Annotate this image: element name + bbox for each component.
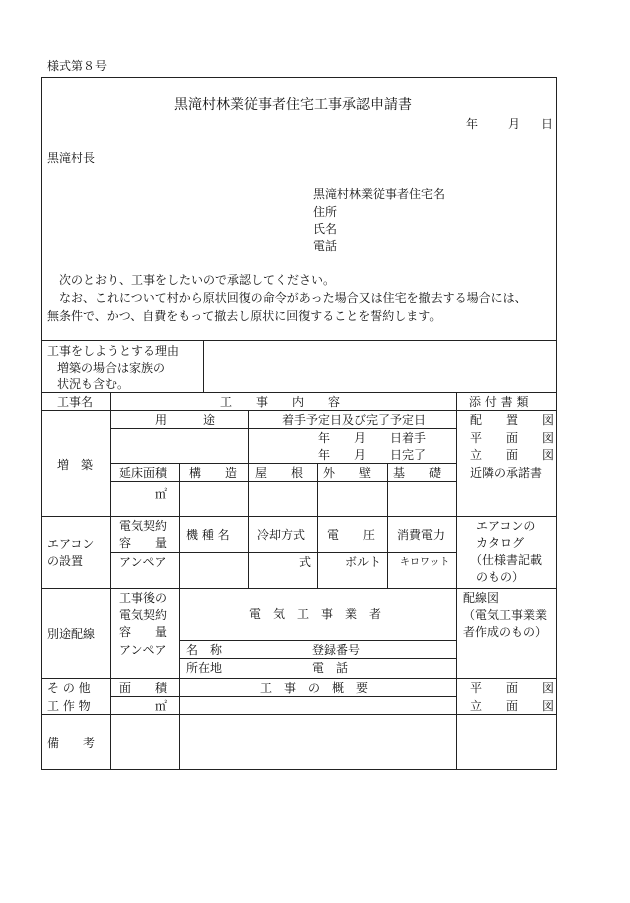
extension-floor-area-header: 延床面積 <box>119 466 168 480</box>
aircon-doc-4: のもの） <box>476 570 525 584</box>
wiring-post-1: 工事後の <box>119 591 168 605</box>
other-summary-header: 工 事 の 概 要 <box>260 681 369 695</box>
extension-end-date[interactable]: 年 月 日完了 <box>318 448 427 462</box>
wiring-name-label: 名 称 <box>186 643 223 657</box>
other-unit-m2: ㎡ <box>155 699 168 713</box>
date-year[interactable]: 年 <box>466 117 479 131</box>
aircon-unit-kw: キロワット <box>400 557 450 568</box>
extension-doc-elevation: 立 面 図 <box>470 448 555 462</box>
aircon-label-1: エアコン <box>47 537 95 551</box>
wiring-doc-2: （電気工事業業 <box>463 608 548 622</box>
header-work-content: 工 事 内 容 <box>220 395 341 409</box>
body-line-3: 無条件で、かつ、自費をもって撤去し原状に回復することを誓約します。 <box>47 309 442 323</box>
aircon-label-2: の設置 <box>47 554 84 568</box>
rule-aircon-top <box>41 516 557 517</box>
extension-doc-consent: 近隣の承諾書 <box>470 466 543 480</box>
wiring-unit-amp: アンペア <box>119 643 167 657</box>
header-work-name: 工事名 <box>57 395 94 409</box>
reason-label-3: 状況も含む。 <box>57 377 130 391</box>
aircon-model-header: 機 種 名 <box>186 528 230 542</box>
wiring-registration-label: 登録番号 <box>312 643 361 657</box>
aircon-cooling-header: 冷却方式 <box>257 528 306 542</box>
extension-schedule-header: 着手予定日及び完了予定日 <box>282 413 427 427</box>
extension-label: 増 築 <box>57 458 94 472</box>
extension-structure-header: 構 造 <box>189 466 238 480</box>
other-label-1: そ の 他 <box>47 681 91 695</box>
date-day[interactable]: 日 <box>541 117 554 131</box>
reason-label-1: 工事をしようとする理由 <box>47 344 180 358</box>
extension-doc-layout: 配 置 図 <box>470 413 555 427</box>
rule-other-mid <box>110 696 456 697</box>
extension-wall-header: 外 壁 <box>323 466 372 480</box>
addressee: 黒滝村長 <box>47 151 96 165</box>
extension-doc-plan: 平 面 図 <box>470 431 555 445</box>
reason-input[interactable] <box>204 341 556 392</box>
applicant-name[interactable]: 氏名 <box>313 222 338 236</box>
extension-unit-m2: ㎡ <box>155 487 168 501</box>
rule-ext-2 <box>110 463 456 464</box>
aircon-voltage-header: 電 圧 <box>327 528 376 542</box>
wiring-location-label: 所在地 <box>186 661 223 675</box>
header-attachments: 添 付 書 類 <box>469 395 529 409</box>
form-title: 黒滝村林業従事者住宅工事承認申請書 <box>174 97 412 113</box>
applicant-house-name[interactable]: 黒滝村林業従事者住宅名 <box>313 187 446 201</box>
other-area-header: 面 積 <box>119 681 168 695</box>
aircon-unit-type: 式 <box>299 555 312 569</box>
wiring-contractor-header: 電 気 工 事 業 者 <box>249 607 382 621</box>
rule-col-attach <box>456 392 457 770</box>
extension-use-header: 用 途 <box>155 413 216 427</box>
rule-col-3 <box>248 410 249 588</box>
other-label-2: 工 作 物 <box>47 699 91 713</box>
rule-other-top <box>41 678 557 679</box>
other-doc-plan: 平 面 図 <box>470 681 555 695</box>
applicant-address[interactable]: 住所 <box>313 205 338 219</box>
reason-label-2: 増築の場合は家族の <box>57 361 166 375</box>
rule-col-5 <box>387 463 388 588</box>
rule-wiring-1 <box>179 640 456 641</box>
aircon-power-header: 消費電力 <box>397 528 446 542</box>
body-line-1: 次のとおり、工事をしたいので承認してください。 <box>59 273 336 287</box>
aircon-doc-1: エアコンの <box>476 519 536 533</box>
date-month[interactable]: 月 <box>508 117 521 131</box>
extension-foundation-header: 基 礎 <box>393 466 442 480</box>
rule-ext-3 <box>110 481 456 482</box>
wiring-label: 別途配線 <box>47 627 96 641</box>
wiring-doc-3: 者作成のもの） <box>463 625 548 639</box>
rule-wiring-2 <box>179 658 456 659</box>
wiring-post-3: 容 量 <box>119 625 168 639</box>
extension-use-input[interactable] <box>111 429 247 462</box>
rule-col-4 <box>317 463 318 588</box>
aircon-contract-2: 容 量 <box>119 536 168 550</box>
other-doc-elevation: 立 面 図 <box>470 699 555 713</box>
wiring-phone-label: 電 話 <box>312 661 349 675</box>
rule-wiring-top <box>41 588 557 589</box>
wiring-doc-1: 配線図 <box>463 591 500 605</box>
wiring-post-2: 電気契約 <box>119 608 168 622</box>
extension-start-date[interactable]: 年 月 日着手 <box>318 431 427 445</box>
aircon-doc-2: カタログ <box>476 536 525 550</box>
aircon-doc-3: （仕様書記載 <box>470 553 543 567</box>
rule-table-top <box>41 392 557 393</box>
aircon-unit-volt: ボルト <box>345 555 382 569</box>
rule-aircon-mid <box>110 552 456 553</box>
remarks-label: 備 考 <box>47 736 96 750</box>
form-number: 様式第８号 <box>47 59 108 73</box>
aircon-unit-amp: アンペア <box>119 555 167 569</box>
remarks-input[interactable] <box>111 715 455 769</box>
aircon-contract-1: 電気契約 <box>119 519 168 533</box>
applicant-phone[interactable]: 電話 <box>313 239 338 253</box>
extension-roof-header: 屋 根 <box>255 466 304 480</box>
rule-header-bottom <box>41 410 557 411</box>
body-line-2: なお、これについて村から原状回復の命令があった場合又は住宅を撤去する場合には、 <box>59 291 527 305</box>
